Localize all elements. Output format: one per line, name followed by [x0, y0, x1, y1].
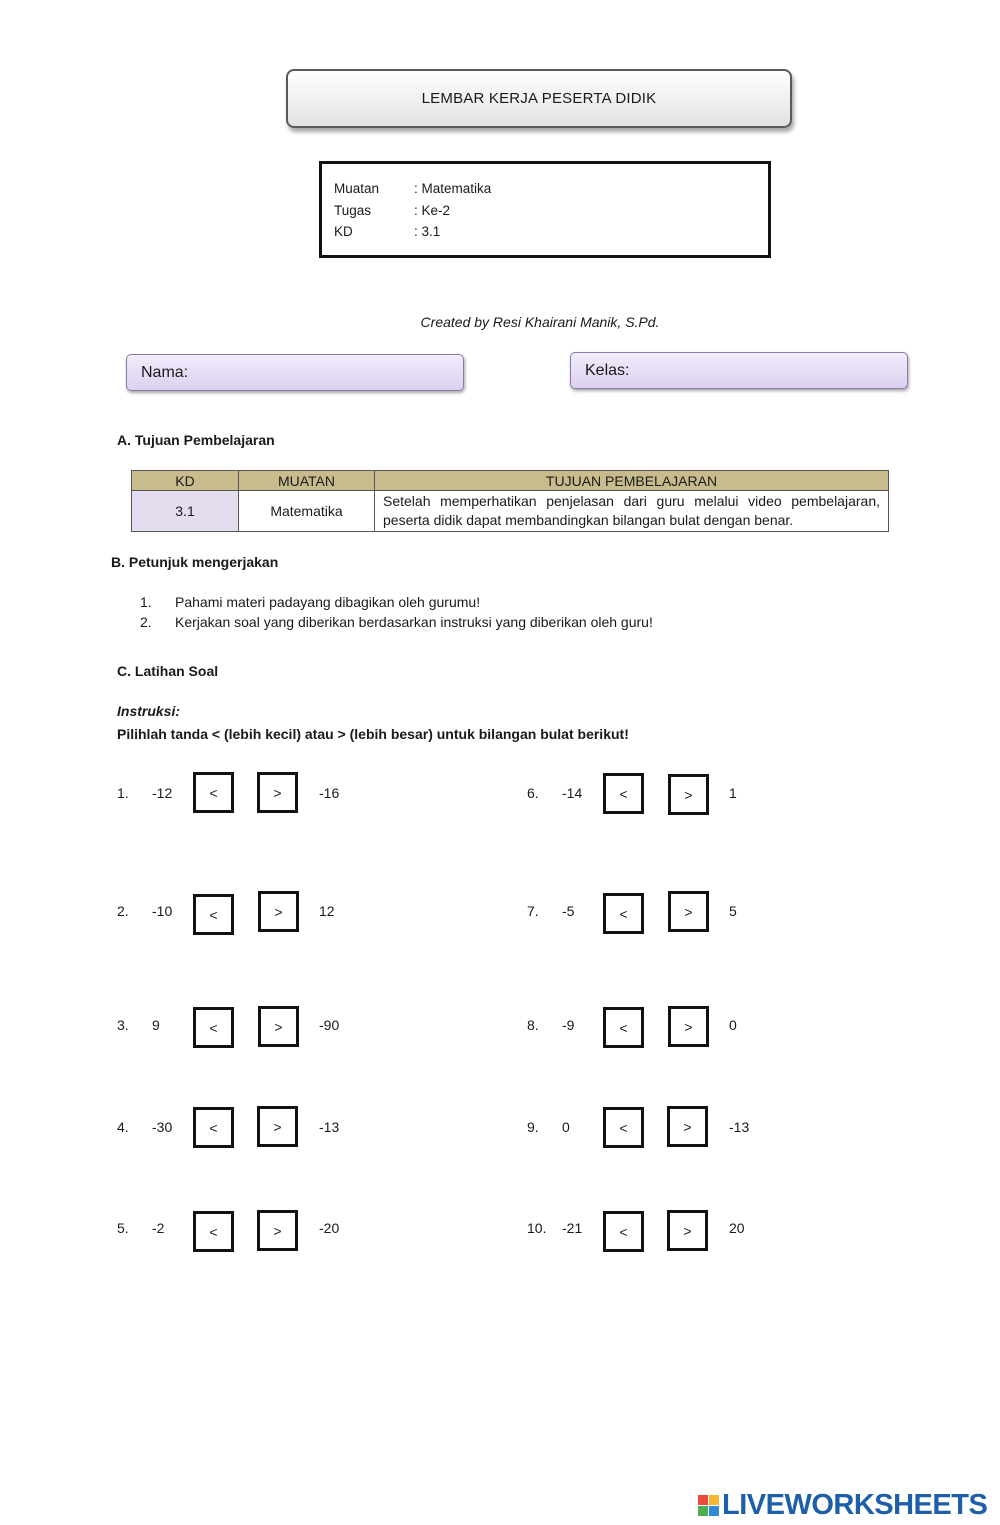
question-left-value: -30	[152, 1119, 173, 1135]
question-right-value: 20	[729, 1220, 745, 1236]
question-left-value: 0	[562, 1119, 570, 1135]
section-c-title: C. Latihan Soal	[117, 663, 219, 679]
question-right-value: 12	[319, 903, 335, 919]
info-row-kd	[334, 221, 756, 243]
table-header-tujuan: TUJUAN PEMBELAJARAN	[375, 471, 889, 491]
less-than-button[interactable]: <	[603, 893, 644, 934]
question-right-value: -16	[319, 785, 340, 801]
less-than-button[interactable]: <	[603, 1211, 644, 1252]
less-than-button[interactable]: <	[603, 773, 644, 814]
less-than-button[interactable]: <	[193, 894, 234, 935]
question-right-value: 0	[729, 1017, 737, 1033]
list-item-number: 1.	[140, 594, 152, 610]
greater-than-button[interactable]: >	[667, 1106, 708, 1147]
table-header-row	[132, 471, 889, 491]
list-item-number: 2.	[140, 614, 152, 630]
less-than-button[interactable]: <	[193, 1107, 234, 1148]
question-left-value: 9	[152, 1017, 160, 1033]
question-number: 8.	[527, 1017, 539, 1033]
instruction-label: Instruksi:	[117, 703, 181, 719]
question-number: 9.	[527, 1119, 539, 1135]
question-right-value: 1	[729, 785, 737, 801]
greater-than-button[interactable]: >	[258, 891, 299, 932]
greater-than-button[interactable]: >	[257, 1106, 298, 1147]
info-value: : Matematika	[414, 181, 492, 196]
nama-label: Nama:	[141, 363, 189, 381]
liveworksheets-logo-icon	[698, 1495, 719, 1516]
kelas-label: Kelas:	[585, 361, 630, 379]
info-row-muatan	[334, 178, 756, 200]
nama-field[interactable]	[126, 354, 464, 391]
less-than-button[interactable]: <	[603, 1007, 644, 1048]
list-item	[140, 612, 653, 632]
question-left-value: -9	[562, 1017, 575, 1033]
question-left-value: -2	[152, 1220, 165, 1236]
table-cell-tujuan: Setelah memperhatikan penjelasan dari guru melalui video pembelajaran, peserta didik dapat membandingkan bilangan bulat dengan benar.	[375, 491, 889, 532]
table-header-muatan: MUATAN	[239, 471, 375, 491]
logo-text: LIVEWORKSHEETS	[722, 1489, 988, 1521]
less-than-button[interactable]: <	[603, 1107, 644, 1148]
greater-than-button[interactable]: >	[667, 1210, 708, 1251]
info-value: : 3.1	[414, 224, 441, 239]
list-item-text: Kerjakan soal yang diberikan berdasarkan instruksi yang diberikan oleh guru!	[175, 614, 653, 630]
question-number: 6.	[527, 785, 539, 801]
greater-than-button[interactable]: >	[668, 1006, 709, 1047]
table-row	[132, 491, 889, 532]
section-b-title: B. Petunjuk mengerjakan	[111, 554, 279, 570]
less-than-button[interactable]: <	[193, 772, 234, 813]
question-number: 4.	[117, 1119, 129, 1135]
liveworksheets-logo[interactable]	[698, 1489, 987, 1522]
list-item	[140, 592, 653, 612]
table-header-kd: KD	[132, 471, 239, 491]
author-credit: Created by Resi Khairani Manik, S.Pd.	[420, 314, 660, 330]
question-number: 10.	[527, 1220, 547, 1236]
table-cell-muatan: Matematika	[239, 491, 375, 532]
greater-than-button[interactable]: >	[668, 891, 709, 932]
question-number: 2.	[117, 903, 129, 919]
question-right-value: -90	[319, 1017, 340, 1033]
less-than-button[interactable]: <	[193, 1007, 234, 1048]
worksheet-title: LEMBAR KERJA PESERTA DIDIK	[286, 69, 792, 128]
greater-than-button[interactable]: >	[258, 1006, 299, 1047]
instruction-text: Pilihlah tanda < (lebih kecil) atau > (lebih besar) untuk bilangan bulat berikut!	[117, 726, 629, 742]
question-right-value: 5	[729, 903, 737, 919]
question-right-value: -13	[319, 1119, 340, 1135]
question-number: 3.	[117, 1017, 129, 1033]
info-label: KD	[334, 224, 353, 239]
question-number: 1.	[117, 785, 129, 801]
info-value: : Ke-2	[414, 202, 451, 218]
list-item-text: Pahami materi padayang dibagikan oleh gurumu!	[175, 594, 481, 610]
question-left-value: -5	[562, 903, 575, 919]
question-left-value: -12	[152, 785, 173, 801]
instructions-list	[140, 592, 653, 632]
greater-than-button[interactable]: >	[668, 774, 709, 815]
info-row-tugas	[334, 200, 756, 222]
greater-than-button[interactable]: >	[257, 1210, 298, 1251]
question-number: 7.	[527, 903, 539, 919]
kelas-field[interactable]	[570, 352, 908, 389]
question-right-value: -20	[319, 1220, 340, 1236]
question-right-value: -13	[729, 1119, 750, 1135]
table-cell-kd: 3.1	[132, 491, 239, 532]
section-a-title: A. Tujuan Pembelajaran	[117, 432, 275, 448]
less-than-button[interactable]: <	[193, 1211, 234, 1252]
objectives-table	[131, 470, 889, 532]
question-left-value: -10	[152, 903, 173, 919]
info-box	[319, 161, 771, 258]
info-label: Muatan	[334, 181, 380, 196]
info-label: Tugas	[334, 202, 372, 218]
question-number: 5.	[117, 1220, 129, 1236]
question-left-value: -21	[562, 1220, 583, 1236]
greater-than-button[interactable]: >	[257, 772, 298, 813]
question-left-value: -14	[562, 785, 583, 801]
